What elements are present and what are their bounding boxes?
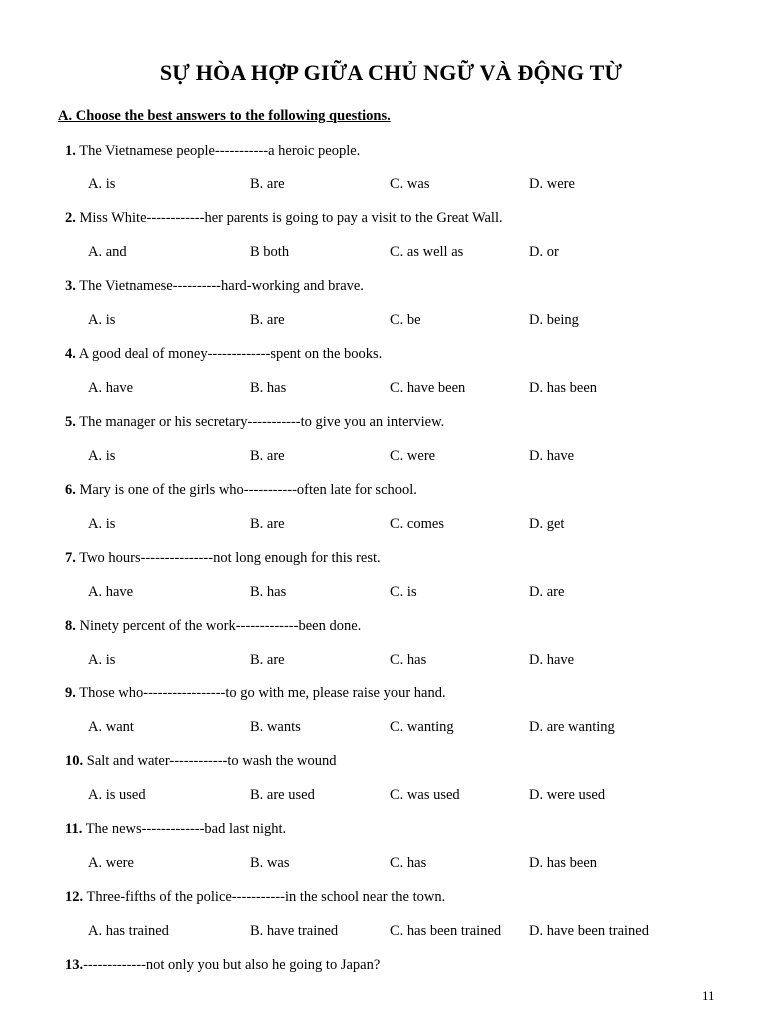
options-11 xyxy=(0,855,768,875)
option-b: B. has xyxy=(250,380,287,396)
option-b: B both xyxy=(250,244,290,260)
option-a: A. is xyxy=(88,312,116,328)
option-d: D. have xyxy=(529,448,575,464)
option-d: D. are xyxy=(529,584,565,600)
question-number: 7. xyxy=(65,550,76,566)
question-9 xyxy=(65,685,446,702)
option-a: A. and xyxy=(88,244,127,260)
question-11 xyxy=(65,821,286,838)
question-5 xyxy=(65,414,444,431)
question-number: 10. xyxy=(65,753,84,769)
option-c: C. as well as xyxy=(390,244,464,260)
question-number: 3. xyxy=(65,278,76,294)
option-d: D. has been xyxy=(529,855,598,871)
option-c: C. wanting xyxy=(390,719,454,735)
question-text: Two hours---------------not long enough for this rest. xyxy=(75,550,381,566)
options-5 xyxy=(0,448,768,468)
option-d: D. were xyxy=(529,176,575,192)
option-a: A. is xyxy=(88,448,116,464)
option-c: C. has been trained xyxy=(390,923,502,939)
options-12 xyxy=(0,923,768,943)
question-text: A good deal of money-------------spent on the books. xyxy=(75,346,383,362)
option-d: D. get xyxy=(529,516,565,532)
options-6 xyxy=(0,516,768,536)
option-c: C. be xyxy=(390,312,421,328)
options-8 xyxy=(0,652,768,672)
question-number: 12. xyxy=(65,889,84,905)
option-b: B. have trained xyxy=(250,923,339,939)
options-9 xyxy=(0,719,768,739)
option-c: C. comes xyxy=(390,516,444,532)
option-c: C. has xyxy=(390,652,427,668)
question-text: Miss White------------her parents is going to pay a visit to the Great Wall. xyxy=(75,210,503,226)
question-10 xyxy=(65,753,337,770)
question-13 xyxy=(65,957,380,974)
option-c: C. was used xyxy=(390,787,460,803)
option-a: A. is xyxy=(88,652,116,668)
option-a: A. is xyxy=(88,176,116,192)
option-a: A. is xyxy=(88,516,116,532)
option-c: C. is xyxy=(390,584,417,600)
option-a: A. have xyxy=(88,584,134,600)
option-c: C. were xyxy=(390,448,436,464)
options-4 xyxy=(0,380,768,400)
question-number: 9. xyxy=(65,685,76,701)
question-text: The manager or his secretary-----------to give you an interview. xyxy=(75,414,445,430)
question-number: 8. xyxy=(65,618,76,634)
option-c: C. was xyxy=(390,176,430,192)
question-1 xyxy=(65,143,360,160)
question-3 xyxy=(65,278,364,295)
question-6 xyxy=(65,482,417,499)
options-1 xyxy=(0,176,768,196)
question-7 xyxy=(65,550,381,567)
option-b: B. are xyxy=(250,448,285,464)
option-d: D. has been xyxy=(529,380,598,396)
options-2 xyxy=(0,244,768,264)
options-7 xyxy=(0,584,768,604)
option-d: D. were used xyxy=(529,787,606,803)
option-a: A. is used xyxy=(88,787,146,803)
option-d: D. or xyxy=(529,244,559,260)
question-number: 13. xyxy=(65,957,84,973)
option-d: D. have been trained xyxy=(529,923,649,939)
page-title: SỰ HÒA HỢP GIỮA CHỦ NGỮ VÀ ĐỘNG TỪ xyxy=(159,60,623,85)
option-c: C. have been xyxy=(390,380,466,396)
question-text: Mary is one of the girls who-----------often late for school. xyxy=(75,482,417,498)
option-d: D. are wanting xyxy=(529,719,615,735)
question-text: Ninety percent of the work-------------been done. xyxy=(75,618,362,634)
option-d: D. have xyxy=(529,652,575,668)
question-12 xyxy=(65,889,445,906)
option-a: A. want xyxy=(88,719,134,735)
page-number: 11 xyxy=(702,988,715,1003)
question-4 xyxy=(65,346,382,363)
question-number: 4. xyxy=(65,346,76,362)
option-a: A. have xyxy=(88,380,134,396)
question-text: -------------not only you but also he going to Japan? xyxy=(83,957,381,973)
question-number: 6. xyxy=(65,482,76,498)
option-b: B. are xyxy=(250,652,285,668)
question-text: The Vietnamese----------hard-working and brave. xyxy=(75,278,364,294)
option-c: C. has xyxy=(390,855,427,871)
question-2 xyxy=(65,210,503,227)
option-a: A. were xyxy=(88,855,134,871)
option-b: B. are xyxy=(250,516,285,532)
question-8 xyxy=(65,618,361,635)
question-text: Those who-----------------to go with me, please raise your hand. xyxy=(75,685,446,701)
section-heading: A. Choose the best answers to the following questions. xyxy=(58,108,391,124)
options-10 xyxy=(0,787,768,807)
question-number: 2. xyxy=(65,210,76,226)
option-b: B. has xyxy=(250,584,287,600)
question-number: 5. xyxy=(65,414,76,430)
option-a: A. has trained xyxy=(88,923,169,939)
option-b: B. was xyxy=(250,855,290,871)
option-b: B. are xyxy=(250,312,285,328)
option-b: B. are used xyxy=(250,787,315,803)
option-b: B. are xyxy=(250,176,285,192)
question-text: The news-------------bad last night. xyxy=(82,821,287,837)
options-3 xyxy=(0,312,768,332)
question-text: Three-fifths of the police-----------in the school near the town. xyxy=(83,889,446,905)
question-number: 11. xyxy=(65,821,83,837)
question-text: Salt and water------------to wash the wound xyxy=(83,753,337,769)
option-b: B. wants xyxy=(250,719,301,735)
question-number: 1. xyxy=(65,143,76,159)
question-text: The Vietnamese people-----------a heroic people. xyxy=(75,143,361,159)
option-d: D. being xyxy=(529,312,579,328)
